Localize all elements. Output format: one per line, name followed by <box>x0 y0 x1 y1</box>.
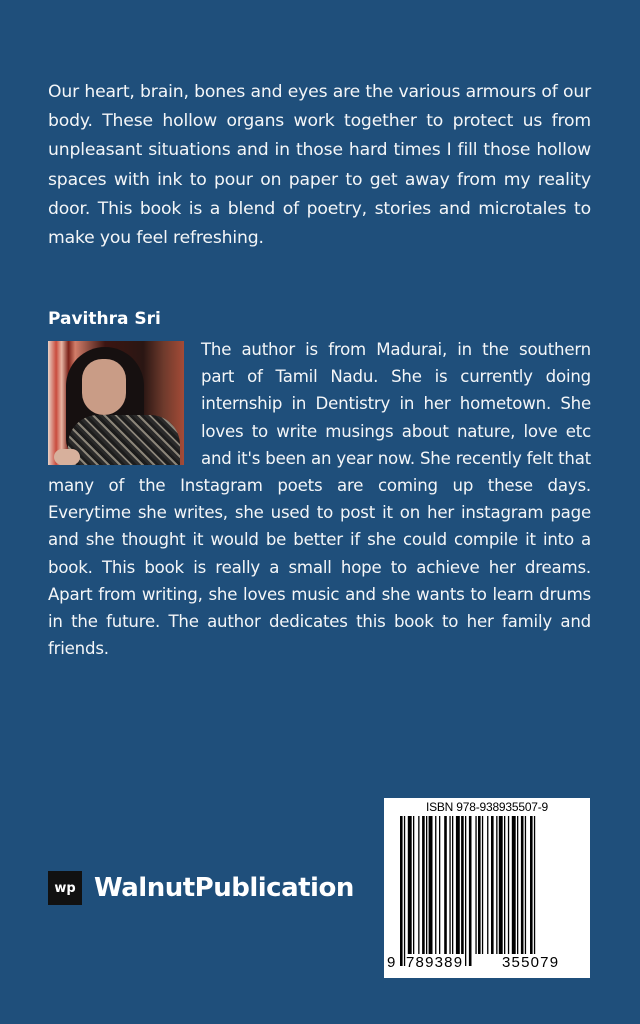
barcode-bars <box>384 798 590 978</box>
barcode-bar <box>400 816 403 966</box>
publisher-logo <box>48 871 354 905</box>
barcode-bar <box>456 816 460 954</box>
barcode-bar <box>408 816 412 954</box>
barcode-bar <box>521 816 524 954</box>
barcode-bar <box>487 816 488 954</box>
barcode-bar <box>475 816 476 954</box>
barcode-bar <box>449 816 450 954</box>
barcode-bar <box>465 816 466 966</box>
back-cover-blurb: Our heart, brain, bones and eyes are the various armours of our body. These hollow organs work together to protect us from unpleasant situations and in those hard times I fill those hollow spaces with ink to pour on paper to get away from my reality door. This book is a blend of poetry, stories and microtales to make you feel refreshing. <box>48 82 591 249</box>
barcode-digits-right: 355079 <box>502 954 560 971</box>
barcode-bar <box>426 816 427 954</box>
barcode-bar <box>444 816 447 954</box>
isbn-barcode <box>384 798 590 978</box>
barcode-bar <box>439 816 440 954</box>
author-bio-section <box>48 336 591 662</box>
barcode-digit-lead: 9 <box>387 954 397 971</box>
barcode-bar <box>482 816 483 954</box>
barcode-bar <box>435 816 436 954</box>
barcode-bar <box>491 816 494 954</box>
barcode-bar <box>525 816 526 954</box>
barcode-bar <box>422 816 425 954</box>
barcode-bar <box>496 816 497 954</box>
publisher-name: WalnutPublication <box>94 873 354 903</box>
author-photo <box>48 341 184 465</box>
barcode-bar <box>499 816 503 954</box>
author-name: Pavithra Sri <box>48 309 161 329</box>
barcode-bar <box>404 816 405 966</box>
barcode-bar <box>508 816 509 954</box>
barcode-bar <box>504 816 505 954</box>
barcode-bar <box>517 816 518 954</box>
barcode-bar <box>534 816 535 966</box>
barcode-bar <box>413 816 414 954</box>
barcode-bar <box>478 816 481 954</box>
barcode-bar <box>429 816 433 954</box>
barcode-bar <box>452 816 453 954</box>
barcode-bar <box>512 816 516 954</box>
barcode-digits-left: 789389 <box>406 954 464 971</box>
barcode-bar <box>530 816 533 954</box>
isbn-label: ISBN 978-938935507-9 <box>425 800 549 814</box>
publisher-logo-mark: wp <box>48 871 82 905</box>
barcode-bar <box>469 816 472 966</box>
author-bio: The author is from Madurai, in the southern part of Tamil Nadu. She is currently doing internship in Dentistry in her hometown. She loves to write musings about nature, love etc and it's been an year now. She recently felt that many of the Instagram poets are coming up these days. Everytime she writes, she used to post it on her instagram page and she thought it would be better if she could compile it into a book. This book is really a small hope to achieve her dreams. Apart from writing, she loves music and she wants to learn drums in the future. The author dedicates this book to her family and friends. <box>48 340 591 659</box>
barcode-bar <box>418 816 419 954</box>
barcode-bar <box>461 816 464 954</box>
